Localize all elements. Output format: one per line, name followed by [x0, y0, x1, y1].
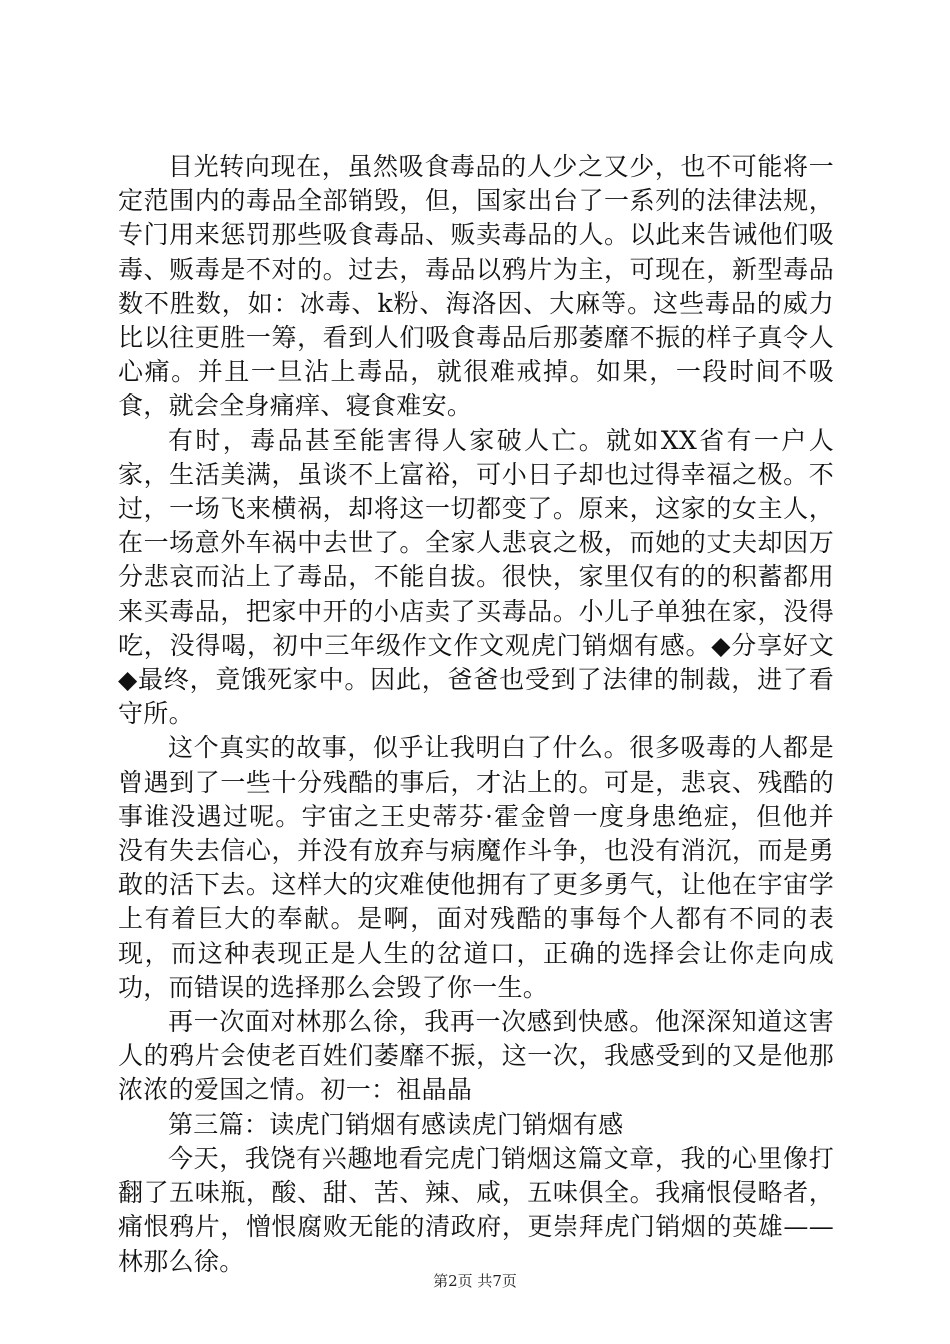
paragraph-5: 今天，我饶有兴趣地看完虎门销烟这篇文章，我的心里像打翻了五味瓶，酸、甜、苦、辣、咸，五味俱全。我痛恨侵略者，痛恨鸦片，憎恨腐败无能的清政府，更崇拜虎门销烟的英雄——林那么徐。: [118, 1143, 834, 1276]
paragraph-4: 再一次面对林那么徐，我再一次感到快感。他深深知道这害人的鸦片会使老百姓们萎靡不振，这一次，我感受到的又是他那浓浓的爱国之情。初一：祖晶晶: [118, 1007, 834, 1105]
paragraph-1: 目光转向现在，虽然吸食毒品的人少之又少，也不可能将一定范围内的毒品全部销毁，但，国家出台了一系列的法律法规，专门用来惩罚那些吸食毒品、贩卖毒品的人。以此来告诫他们吸毒、贩毒是不对的。过去，毒品以鸦片为主，可现在，新型毒品数不胜数，如：冰毒、k粉、海洛因、大麻等。这些毒品的威力比以往更胜一筹，看到人们吸食毒品后那萎靡不振的样子真令人心痛。并且一旦沾上毒品，就很难戒掉。如果，一段时间不吸食，就会全身痛痒、寝食难安。: [118, 152, 834, 421]
paragraph-2: 有时，毒品甚至能害得人家破人亡。就如XX省有一户人家，生活美满，虽谈不上富裕，可小日子却也过得幸福之极。不过，一场飞来横祸，却将这一切都变了。原来，这家的女主人，在一场意外车祸中去世了。全家人悲哀之极，而她的丈夫却因万分悲哀而沾上了毒品，不能自拔。很快，家里仅有的的积蓄都用来买毒品，把家中开的小店卖了买毒品。小儿子单独在家，没得吃，没得喝，初中三年级作文作文观虎门销烟有感。◆分享好文◆最终，竟饿死家中。因此，爸爸也受到了法律的制裁，进了看守所。: [118, 425, 834, 729]
page-footer: [0, 1270, 950, 1291]
page-number: 第2页 共7页: [433, 1272, 517, 1290]
paragraph-3: 这个真实的故事，似乎让我明白了什么。很多吸毒的人都是曾遇到了一些十分残酷的事后，才沾上的。可是，悲哀、残酷的事谁没遇过呢。宇宙之王史蒂芬·霍金曾一度身患绝症，但他并没有失去信心，并没有放弃与病魔作斗争，也没有消沉，而是勇敢的活下去。这样大的灾难使他拥有了更多勇气，让他在宇宙学上有着巨大的奉献。是啊，面对残酷的事每个人都有不同的表现，而这种表现正是人生的岔道口，正确的选择会让你走向成功，而错误的选择那么会毁了你一生。: [118, 733, 834, 1002]
document-body: [118, 150, 834, 1279]
section-heading: 第三篇：读虎门销烟有感读虎门销烟有感: [168, 1109, 624, 1139]
